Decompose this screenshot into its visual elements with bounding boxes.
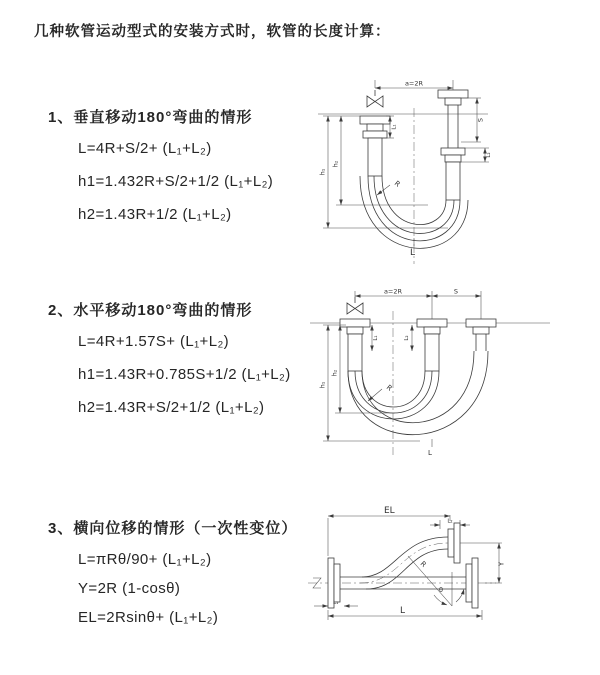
moving-end-position-1 (417, 319, 447, 371)
dim-label-l1: L₁ (391, 124, 398, 130)
formula-EL: EL=2Rsinθ+ (L₁+L₂) (78, 609, 219, 626)
braided-hose-section (425, 334, 439, 371)
dim-label-y: Y (497, 561, 506, 567)
original-position-flange (466, 558, 478, 608)
dim-label-r: R (392, 179, 402, 189)
formula-h2: h2=1.43R+S/2+1/2 (L₁+L₂) (78, 399, 265, 416)
fixed-end-flange (360, 116, 390, 176)
dim-label-s: S (453, 287, 459, 296)
page-title: 几种软管运动型式的安装方式时，软管的长度计算： (34, 24, 391, 40)
dim-label-l2: L₂ (404, 335, 410, 341)
formula-h1: h1=1.432R+S/2+1/2 (L₁+L₂) (78, 173, 274, 190)
section-horizontal-movement (48, 299, 333, 432)
diagram-lateral-displacement (300, 498, 600, 660)
dim-label-el: EL (384, 506, 395, 516)
dim-label-h2: h₂ (331, 160, 340, 168)
braided-hose-section (446, 162, 460, 200)
valve-icon (367, 90, 383, 107)
moving-end-assembly (438, 90, 468, 200)
dim-label-theta: θ (439, 586, 443, 594)
fixed-end-flange (340, 319, 370, 371)
section-lateral-displacement (48, 517, 333, 638)
formula-h1: h1=1.43R+0.785S+1/2 (L₁+L₂) (78, 366, 291, 383)
formula-L: L=4R+1.57S+ (L₁+L₂) (78, 333, 230, 350)
dim-label-r: R (384, 383, 394, 393)
dim-label-l1: L₁ (333, 600, 339, 606)
dim-label-l: L (400, 606, 406, 616)
diagram-horizontal-180-bend (300, 283, 600, 463)
dim-label-h1: h₁ (318, 168, 327, 176)
angle-construction (408, 556, 464, 606)
displaced-position-flange (448, 523, 460, 563)
braided-hose-section (348, 334, 362, 371)
dim-label-l2: L₂ (447, 518, 453, 525)
braided-hose-section (368, 138, 382, 176)
s-curve-hose (360, 537, 448, 589)
section-1-heading: 1、垂直移动180°弯曲的情形 (48, 109, 253, 126)
dim-label-l: L (410, 248, 416, 258)
dim-label-l2: L₂ (486, 152, 492, 158)
section-2-heading: 2、水平移动180°弯曲的情形 (48, 302, 253, 319)
dim-label-h2: h₂ (330, 369, 339, 377)
dim-label-r: R (418, 559, 428, 569)
dim-label-s: S (476, 117, 485, 123)
u-bend-hose (348, 351, 488, 435)
valve-icon (347, 297, 363, 314)
dim-label-span: a=2R (404, 79, 424, 88)
dim-label-l: L (428, 449, 432, 457)
formula-L: L=4R+S/2+ (L₁+L₂) (78, 140, 212, 157)
formula-h2: h2=1.43R+1/2 (L₁+L₂) (78, 206, 232, 223)
diagram-vertical-180-bend (310, 72, 600, 267)
moving-end-position-2 (466, 319, 496, 351)
dim-label-l1: L₁ (373, 335, 379, 341)
section-3-heading: 3、横向位移的情形（一次性变位） (48, 520, 298, 537)
dim-label-span: a=2R (383, 287, 403, 296)
section-vertical-movement (48, 106, 333, 239)
formula-L: L=πRθ/90+ (L₁+L₂) (78, 551, 212, 568)
formula-Y: Y=2R (1-cosθ) (78, 580, 181, 597)
dim-label-h1: h₁ (318, 381, 327, 389)
